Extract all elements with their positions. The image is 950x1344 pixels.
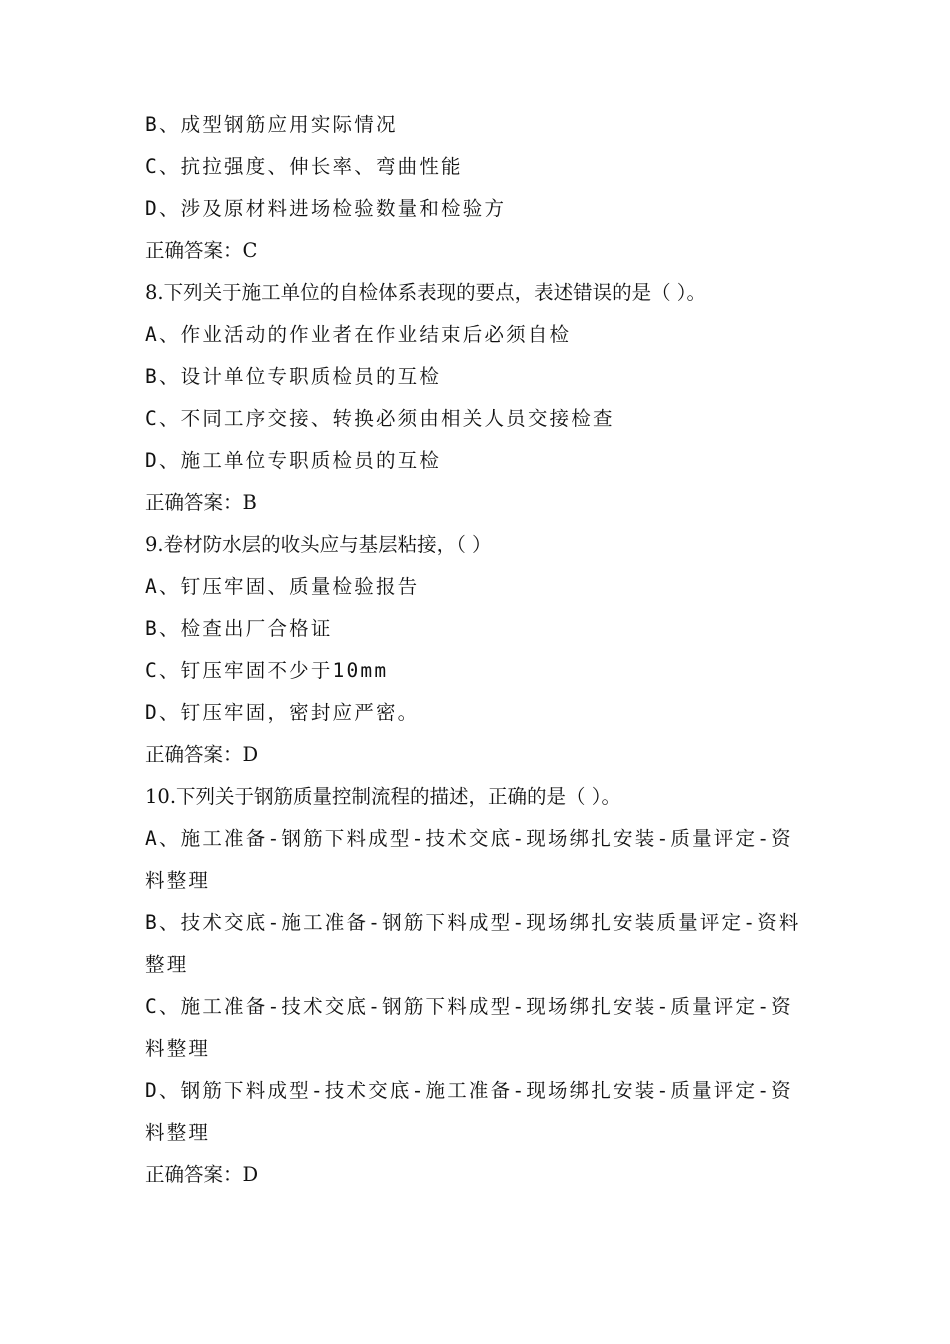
option-continuation-line: 料整理	[145, 869, 211, 892]
option-line: A、钉压牢固、质量检验报告	[145, 575, 420, 598]
answer-line: 正确答案：B	[145, 491, 257, 514]
option-line: C、不同工序交接、转换必须由相关人员交接检查	[145, 407, 615, 430]
option-line: D、涉及原材料进场检验数量和检验方	[145, 197, 507, 220]
option-line: B、检查出厂合格证	[145, 617, 333, 640]
question-content	[145, 104, 825, 1196]
answer-line: 正确答案：D	[145, 743, 259, 766]
option-line: D、钢筋下料成型-技术交底-施工准备-现场绑扎安装-质量评定-资	[145, 1079, 793, 1102]
option-line: C、钉压牢固不少于10mm	[145, 659, 389, 682]
option-line: D、钉压牢固，密封应严密。	[145, 701, 420, 724]
answer-line: 正确答案：C	[145, 239, 258, 262]
question-line: 9.卷材防水层的收头应与基层粘接，（ ）	[145, 533, 492, 556]
question-line: 8.下列关于施工单位的自检体系表现的要点，表述错误的是（ ）。	[145, 281, 707, 304]
option-continuation-line: 料整理	[145, 1037, 211, 1060]
question-line: 10.下列关于钢筋质量控制流程的描述，正确的是（ ）。	[145, 785, 621, 808]
option-continuation-line: 料整理	[145, 1121, 211, 1144]
option-line: B、设计单位专职质检员的互检	[145, 365, 442, 388]
answer-line: 正确答案：D	[145, 1163, 259, 1186]
option-line: C、施工准备-技术交底-钢筋下料成型-现场绑扎安装-质量评定-资	[145, 995, 793, 1018]
option-line: B、技术交底-施工准备-钢筋下料成型-现场绑扎安装质量评定-资料	[145, 911, 801, 934]
option-line: C、抗拉强度、伸长率、弯曲性能	[145, 155, 463, 178]
option-line: D、施工单位专职质检员的互检	[145, 449, 442, 472]
option-continuation-line: 整理	[145, 953, 189, 976]
option-line: A、施工准备-钢筋下料成型-技术交底-现场绑扎安装-质量评定-资	[145, 827, 793, 850]
option-line: B、成型钢筋应用实际情况	[145, 113, 398, 136]
option-line: A、作业活动的作业者在作业结束后必须自检	[145, 323, 572, 346]
